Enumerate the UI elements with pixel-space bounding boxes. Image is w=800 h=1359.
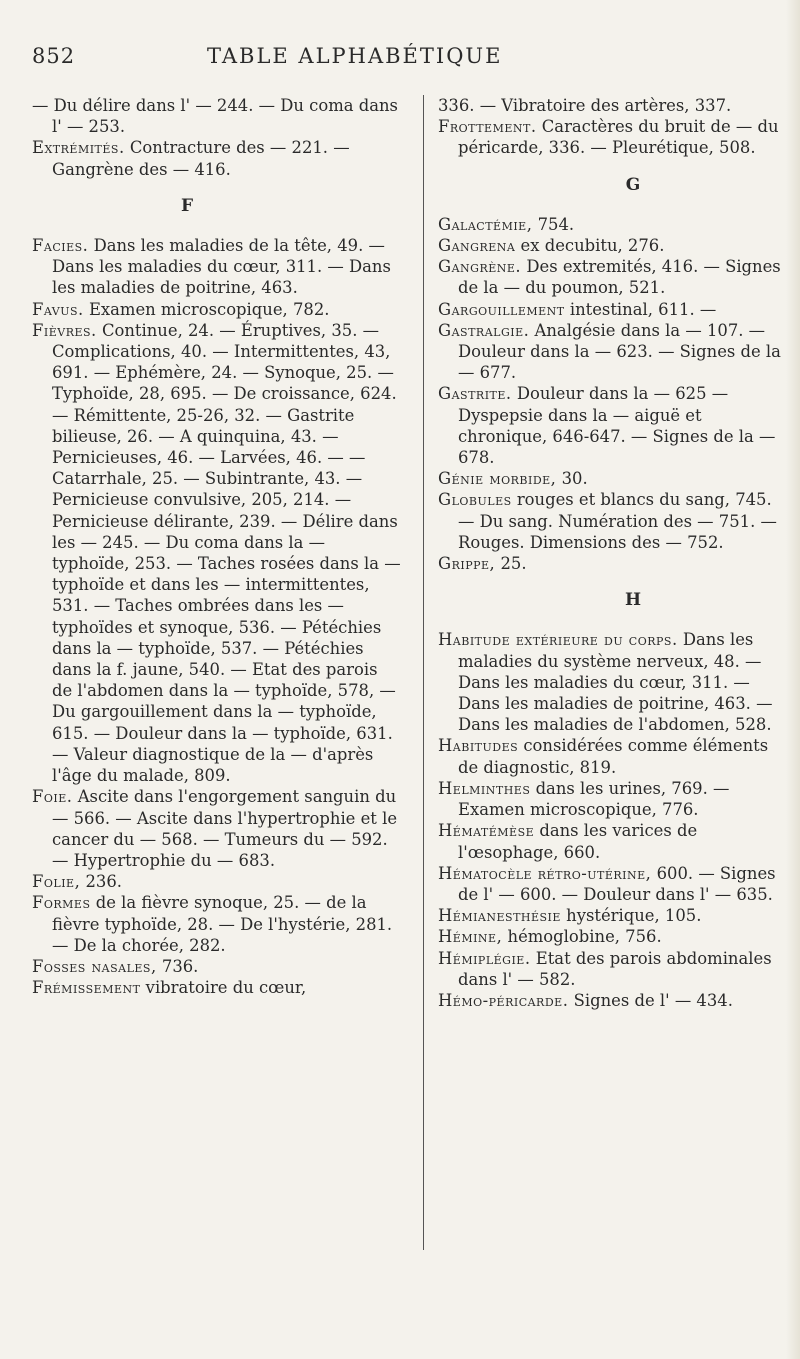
index-entry	[438, 735, 788, 777]
index-entry	[32, 299, 402, 320]
index-entry	[438, 778, 788, 820]
entry-headword: Fièvres.	[32, 320, 97, 340]
entry-references: dans les varices de l'œsophage, 660.	[458, 821, 698, 862]
index-entry	[438, 256, 788, 298]
entry-headword: Hémianesthésie	[438, 906, 561, 926]
index-entry	[438, 116, 788, 158]
index-entry	[32, 871, 402, 892]
index-entry	[438, 468, 788, 489]
entry-references: Etat des parois abdominales dans l' — 582.	[458, 948, 772, 989]
entry-headword: Habitude extérieure du corps.	[438, 630, 678, 650]
section-letter: G	[625, 174, 641, 195]
page-header	[32, 44, 772, 74]
index-entry	[438, 553, 788, 574]
entry-headword: Hémiplégie.	[438, 948, 531, 968]
entry-references: Signes de l' — 434.	[568, 990, 733, 1010]
entry-headword: Fosses nasales,	[32, 956, 157, 976]
index-entry	[32, 137, 402, 179]
entry-references: rouges et blancs du sang, 745. — Du sang. Numération des — 751. — Rouges. Dimensions des — 752.	[458, 490, 777, 552]
entry-references: 754.	[532, 214, 575, 234]
column-divider	[423, 95, 424, 1250]
entry-headword: Formes	[32, 893, 91, 913]
index-entry	[438, 489, 788, 553]
index-entry	[438, 948, 788, 990]
index-entry	[438, 383, 788, 468]
entry-references: Caractères du bruit de — du péricarde, 336. — Pleurétique, 508.	[458, 117, 779, 158]
entry-headword: Gastralgie.	[438, 320, 530, 340]
entry-headword: Frottement.	[438, 117, 537, 137]
entry-headword: Génie morbide,	[438, 469, 557, 489]
entry-headword: Gangrena	[438, 236, 516, 256]
index-entry	[438, 320, 788, 384]
entry-references: Dans les maladies du système nerveux, 48. — Dans les maladies du cœur, 311. — Dans les maladies de poitrine, 463. — Dans les maladies de l'abdomen, 528.	[458, 630, 773, 735]
entry-references: dans les urines, 769. — Examen microscopique, 776.	[458, 778, 730, 820]
entry-references: Douleur dans la — 625 — Dyspepsie dans la — aiguë et chronique, 646-647. — Signes de la — 678.	[458, 384, 776, 468]
entry-headword: Hématocèle rétro-utérine,	[438, 863, 652, 883]
entry-references: Continue, 24. — Éruptives, 35. — Complications, 40. — Intermittentes, 43, 691. — Ephémère, 24. — Synoque, 25. —Typhoïde, 28, 695. — De croissance, 624. — Rémittente, 25-26, 32. — Gastrite bilieuse, 26. — A quinquina, 43. — Pernicieuses, 46. — Larvées, 46. — — Catarrhale, 25. — Subintrante, 43. — Pernicieuse convulsive, 205, 214. — Pernicieuse délirante, 239. — Délire dans les — 245. — Du coma dans la — typhoïde, 253. — Taches rosées dans la — typhoïde et dans les — intermittentes, 531. — Taches ombrées dans les — typhoïdes et synoque, 536. — Pétéchies dans la — typhoïde, 537. — Pétéchies dans la f. jaune, 540. — Etat des parois de l'abdomen dans la — typhoïde, 578, — Du gargouillement dans la — typhoïde, 615. — Douleur dans la — typhoïde, 631. — Valeur diagnostique de la — d'après l'âge du malade, 809.	[52, 320, 401, 786]
index-entry	[438, 629, 788, 735]
entry-references: considérées comme éléments de diagnostic, 819.	[458, 736, 769, 777]
entry-references: 336. — Vibratoire des artères, 337.	[438, 96, 732, 115]
page-number: 852	[32, 44, 76, 68]
entry-headword: Favus.	[32, 299, 84, 319]
entry-references: Dans les maladies de la tête, 49. — Dans les maladies du cœur, 311. — Dans les maladies de poitrine, 463.	[52, 236, 391, 298]
index-entry	[32, 235, 402, 299]
running-title: TABLE ALPHABÉTIQUE	[207, 44, 503, 68]
entry-references: 30.	[556, 469, 588, 489]
entry-references: Examen microscopique, 782.	[83, 299, 330, 319]
index-entry	[32, 892, 402, 956]
entry-references: Ascite dans l'engorgement sanguin du — 566. — Ascite dans l'hypertrophie et le cancer du — 568. — Tumeurs du — 592. — Hypertrophie du — 683.	[52, 787, 398, 870]
entry-headword: Gastrite.	[438, 384, 512, 404]
entry-headword: Hémine,	[438, 927, 503, 947]
index-column-right	[438, 95, 788, 1011]
index-entry	[438, 95, 788, 116]
entry-headword: Grippe,	[438, 554, 496, 574]
entry-references: Contracture des — 221. — Gangrène des — 416.	[52, 138, 350, 179]
section-letter: H	[624, 590, 642, 611]
entry-references: ex decubitu, 276.	[515, 236, 665, 256]
index-entry	[438, 214, 788, 235]
index-entry	[32, 786, 402, 871]
index-entry	[32, 977, 402, 998]
entry-references: intestinal, 611. —	[564, 299, 717, 319]
index-entry	[438, 299, 788, 320]
entry-headword: Extrémités.	[32, 138, 125, 158]
section-letter: F	[180, 195, 194, 216]
entry-references: hémoglobine, 756.	[502, 927, 662, 947]
entry-references: 736.	[156, 956, 199, 976]
index-entry	[438, 990, 788, 1011]
entry-references: hystérique, 105.	[560, 906, 702, 926]
entry-references: Des extremités, 416. — Signes de la — du poumon, 521.	[458, 257, 781, 298]
entry-headword: Hématémèse	[438, 821, 535, 841]
index-entry	[32, 320, 402, 786]
entry-references: 236.	[80, 872, 122, 892]
entry-references: 600. — Signes de l' — 600. — Douleur dans l' — 635.	[458, 863, 776, 904]
entry-references: 25.	[495, 554, 527, 574]
entry-headword: Foie.	[32, 787, 73, 807]
entry-headword: Hémo-péricarde.	[438, 990, 569, 1010]
entry-headword: Gargouillement	[438, 299, 565, 319]
entry-references: vibratoire du cœur,	[140, 978, 307, 998]
entry-headword: Gangrène.	[438, 257, 522, 277]
entry-references: — Du délire dans l' — 244. — Du coma dans l' — 253.	[32, 96, 398, 137]
entry-headword: Folie,	[32, 872, 81, 892]
entry-headword: Frémissement	[32, 978, 141, 998]
page-edge-shadow	[786, 0, 800, 1359]
entry-references: Analgésie dans la — 107. — Douleur dans la — 623. — Signes de la — 677.	[458, 320, 781, 383]
entry-headword: Helminthes	[438, 778, 531, 798]
index-entry	[438, 820, 788, 862]
index-entry	[438, 926, 788, 947]
entry-references: de la fièvre synoque, 25. — de la fièvre typhoïde, 28. — De l'hystérie, 281. — De la chorée, 282.	[52, 893, 393, 955]
index-entry	[32, 95, 402, 137]
index-column-left	[32, 95, 402, 998]
index-entry	[438, 905, 788, 926]
index-entry	[32, 956, 402, 977]
entry-headword: Globules	[438, 490, 512, 510]
entry-headword: Habitudes	[438, 736, 519, 756]
index-entry	[438, 863, 788, 905]
index-entry	[438, 235, 788, 256]
entry-headword: Facies.	[32, 236, 89, 256]
entry-headword: Galactémie,	[438, 214, 533, 234]
